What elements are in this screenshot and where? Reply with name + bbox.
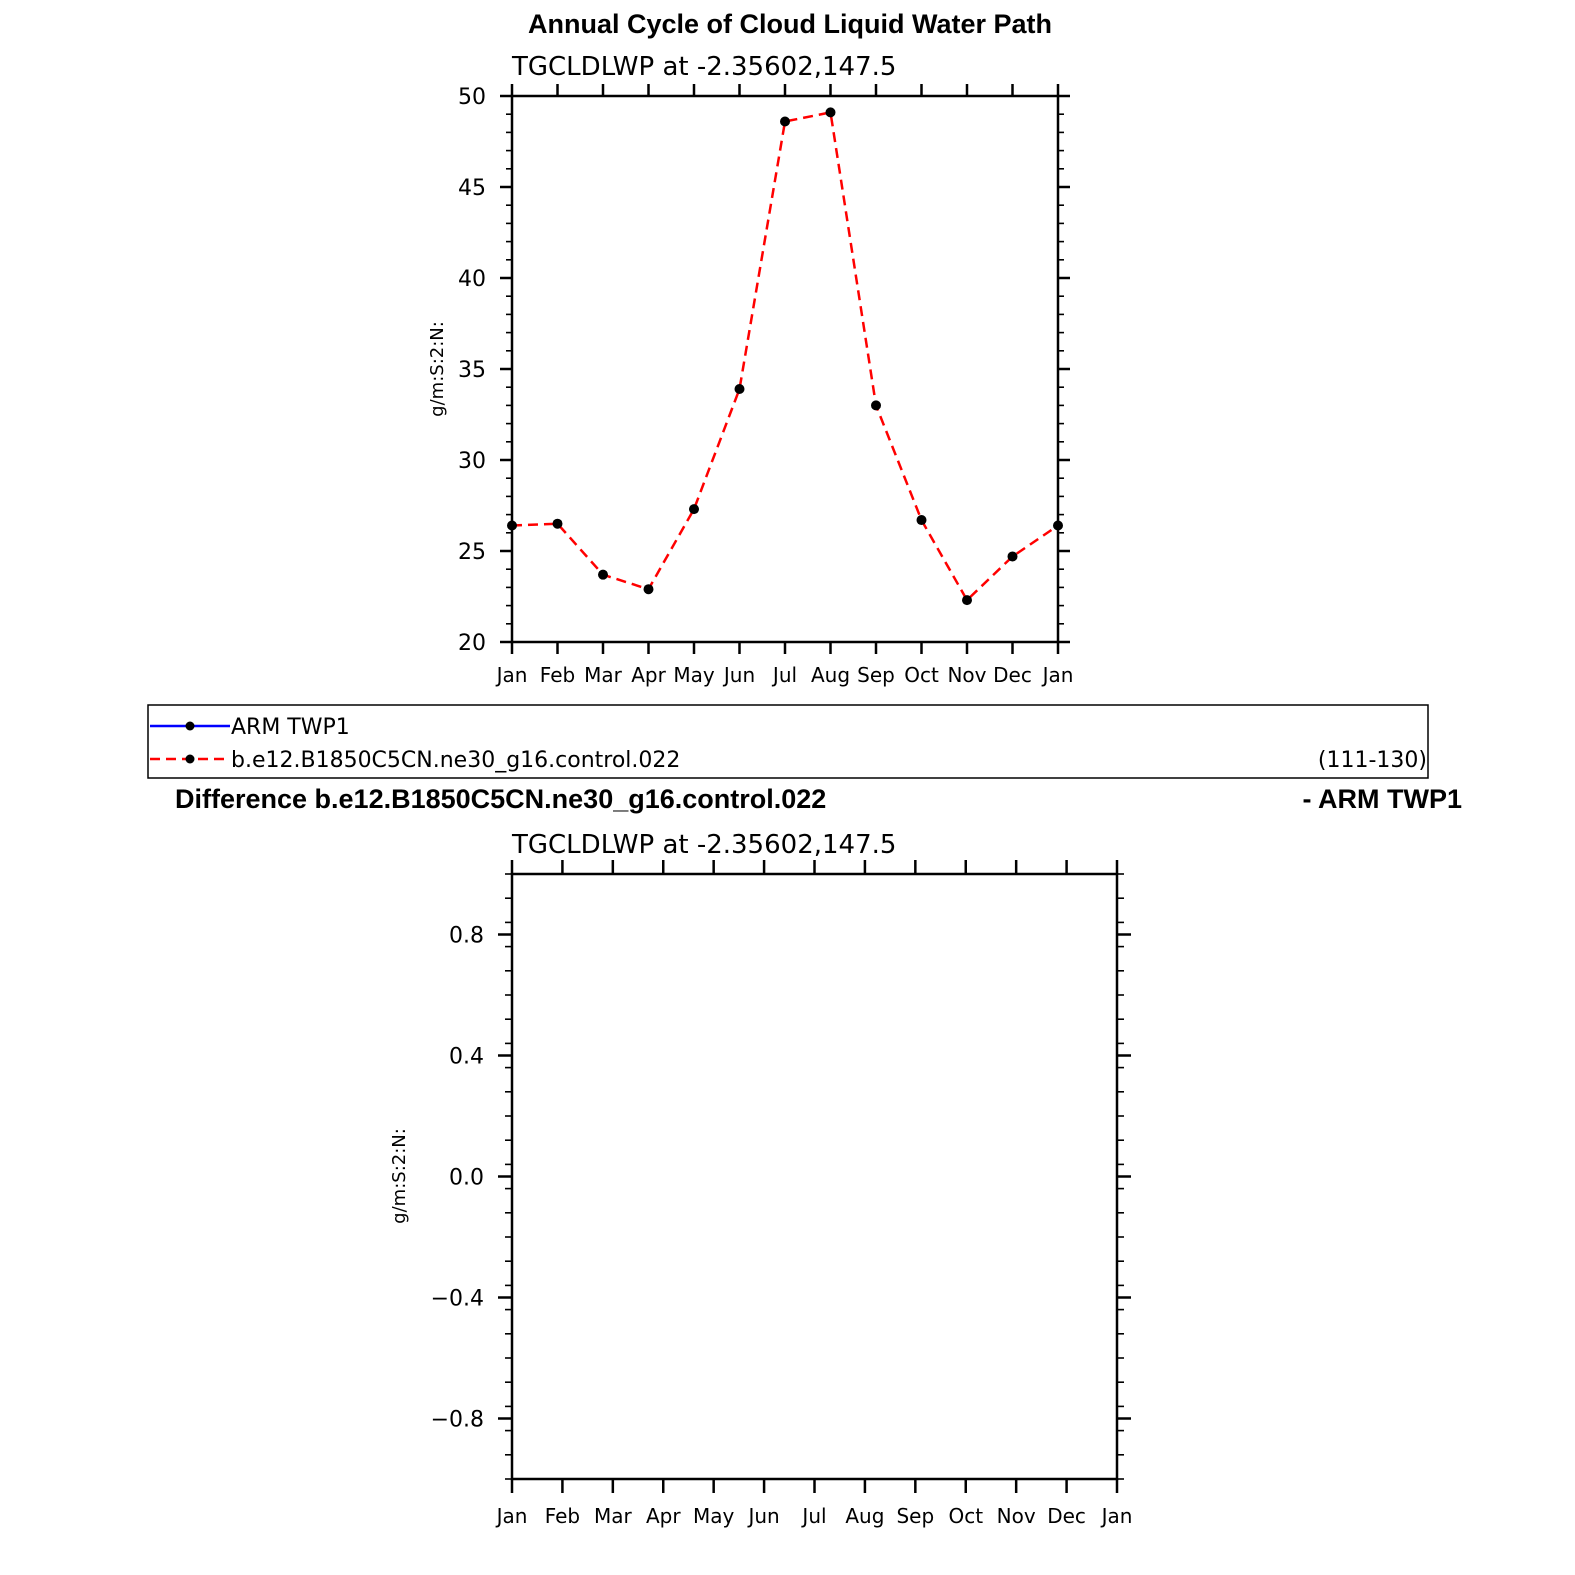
y-tick-label: 30: [458, 449, 486, 474]
data-point: [871, 400, 881, 410]
top-chart-frame: [512, 96, 1058, 642]
top-chart-x-tick-labels: [495, 663, 1074, 687]
x-tick-label: Mar: [584, 663, 622, 687]
bottom-chart-y-tick-labels: [431, 924, 484, 1433]
top-chart-y-axis-label: g/m:S:2:N:: [427, 321, 448, 417]
bottom-chart-y-axis-label: g/m:S:2:N:: [389, 1128, 410, 1224]
top-chart-ticks: [500, 84, 1070, 654]
series-line: [512, 112, 1058, 600]
data-point: [917, 515, 927, 525]
x-tick-label: Jun: [748, 1504, 780, 1528]
x-tick-label: Aug: [810, 663, 851, 687]
top-chart: [427, 84, 1073, 687]
data-point: [598, 570, 608, 580]
y-tick-label: 0.4: [449, 1044, 484, 1070]
x-tick-label: Apr: [645, 1504, 681, 1528]
x-tick-label: Jun: [723, 663, 756, 687]
top-chart-y-tick-labels: [458, 85, 486, 656]
data-point: [962, 595, 972, 605]
y-tick-label: 40: [458, 267, 486, 292]
x-tick-label: Jan: [1101, 1504, 1133, 1528]
data-point: [644, 584, 654, 594]
x-tick-label: Dec: [1047, 1504, 1086, 1528]
data-point: [689, 504, 699, 514]
legend-label-arm: ARM TWP1: [231, 715, 350, 740]
x-tick-label: Mar: [593, 1504, 632, 1528]
bottom-chart-ticks: [498, 860, 1131, 1493]
x-tick-label: Feb: [544, 1504, 581, 1528]
x-tick-label: May: [692, 1504, 735, 1528]
legend: [148, 705, 1428, 778]
x-tick-label: Jul: [802, 1504, 827, 1528]
x-tick-label: Aug: [845, 1504, 885, 1528]
bottom-chart: [389, 860, 1132, 1528]
y-tick-label: 25: [458, 540, 486, 565]
x-tick-label: Oct: [948, 1504, 984, 1528]
y-tick-label: 0.8: [449, 923, 484, 949]
bottom-chart-frame: [512, 874, 1117, 1479]
x-tick-label: Nov: [947, 663, 987, 687]
diff-title-left: Difference b.e12.B1850C5CN.ne30_g16.control.022: [175, 784, 827, 814]
x-tick-label: Feb: [539, 663, 576, 687]
x-tick-label: Jan: [1042, 663, 1074, 687]
y-tick-label: −0.8: [430, 1407, 484, 1433]
x-tick-label: Apr: [631, 663, 666, 687]
bottom-chart-subtitle: TGCLDLWP at -2.35602,147.5: [512, 830, 897, 860]
y-tick-label: 45: [458, 176, 486, 201]
data-point: [553, 519, 563, 529]
top-chart-series: [507, 107, 1063, 605]
x-tick-label: Nov: [996, 1504, 1036, 1528]
bottom-chart-x-tick-labels: [495, 1504, 1133, 1528]
y-tick-label: 35: [458, 358, 486, 383]
diff-title-right: - ARM TWP1: [1302, 784, 1462, 814]
data-point: [826, 107, 836, 117]
legend-marker-arm: [186, 722, 195, 731]
data-point: [1008, 551, 1018, 561]
main-title: Annual Cycle of Cloud Liquid Water Path: [527, 9, 1053, 39]
top-chart-subtitle: TGCLDLWP at -2.35602,147.5: [512, 52, 897, 82]
x-tick-label: Jan: [496, 1504, 528, 1528]
legend-label-model: b.e12.B1850C5CN.ne30_g16.control.022: [231, 748, 681, 773]
y-tick-label: 50: [458, 85, 486, 110]
y-tick-label: 20: [458, 631, 486, 656]
x-tick-label: Sep: [857, 663, 895, 687]
y-tick-label: 0.0: [449, 1165, 484, 1191]
x-tick-label: Oct: [904, 663, 939, 687]
x-tick-label: Dec: [993, 663, 1032, 687]
x-tick-label: Jul: [772, 663, 798, 687]
data-point: [780, 116, 790, 126]
legend-marker-model: [186, 755, 195, 764]
legend-years: (111-130): [1317, 748, 1427, 773]
x-tick-label: Jan: [496, 663, 528, 687]
data-point: [735, 384, 745, 394]
y-tick-label: −0.4: [430, 1286, 484, 1312]
x-tick-label: May: [673, 663, 715, 687]
x-tick-label: Sep: [896, 1504, 935, 1528]
